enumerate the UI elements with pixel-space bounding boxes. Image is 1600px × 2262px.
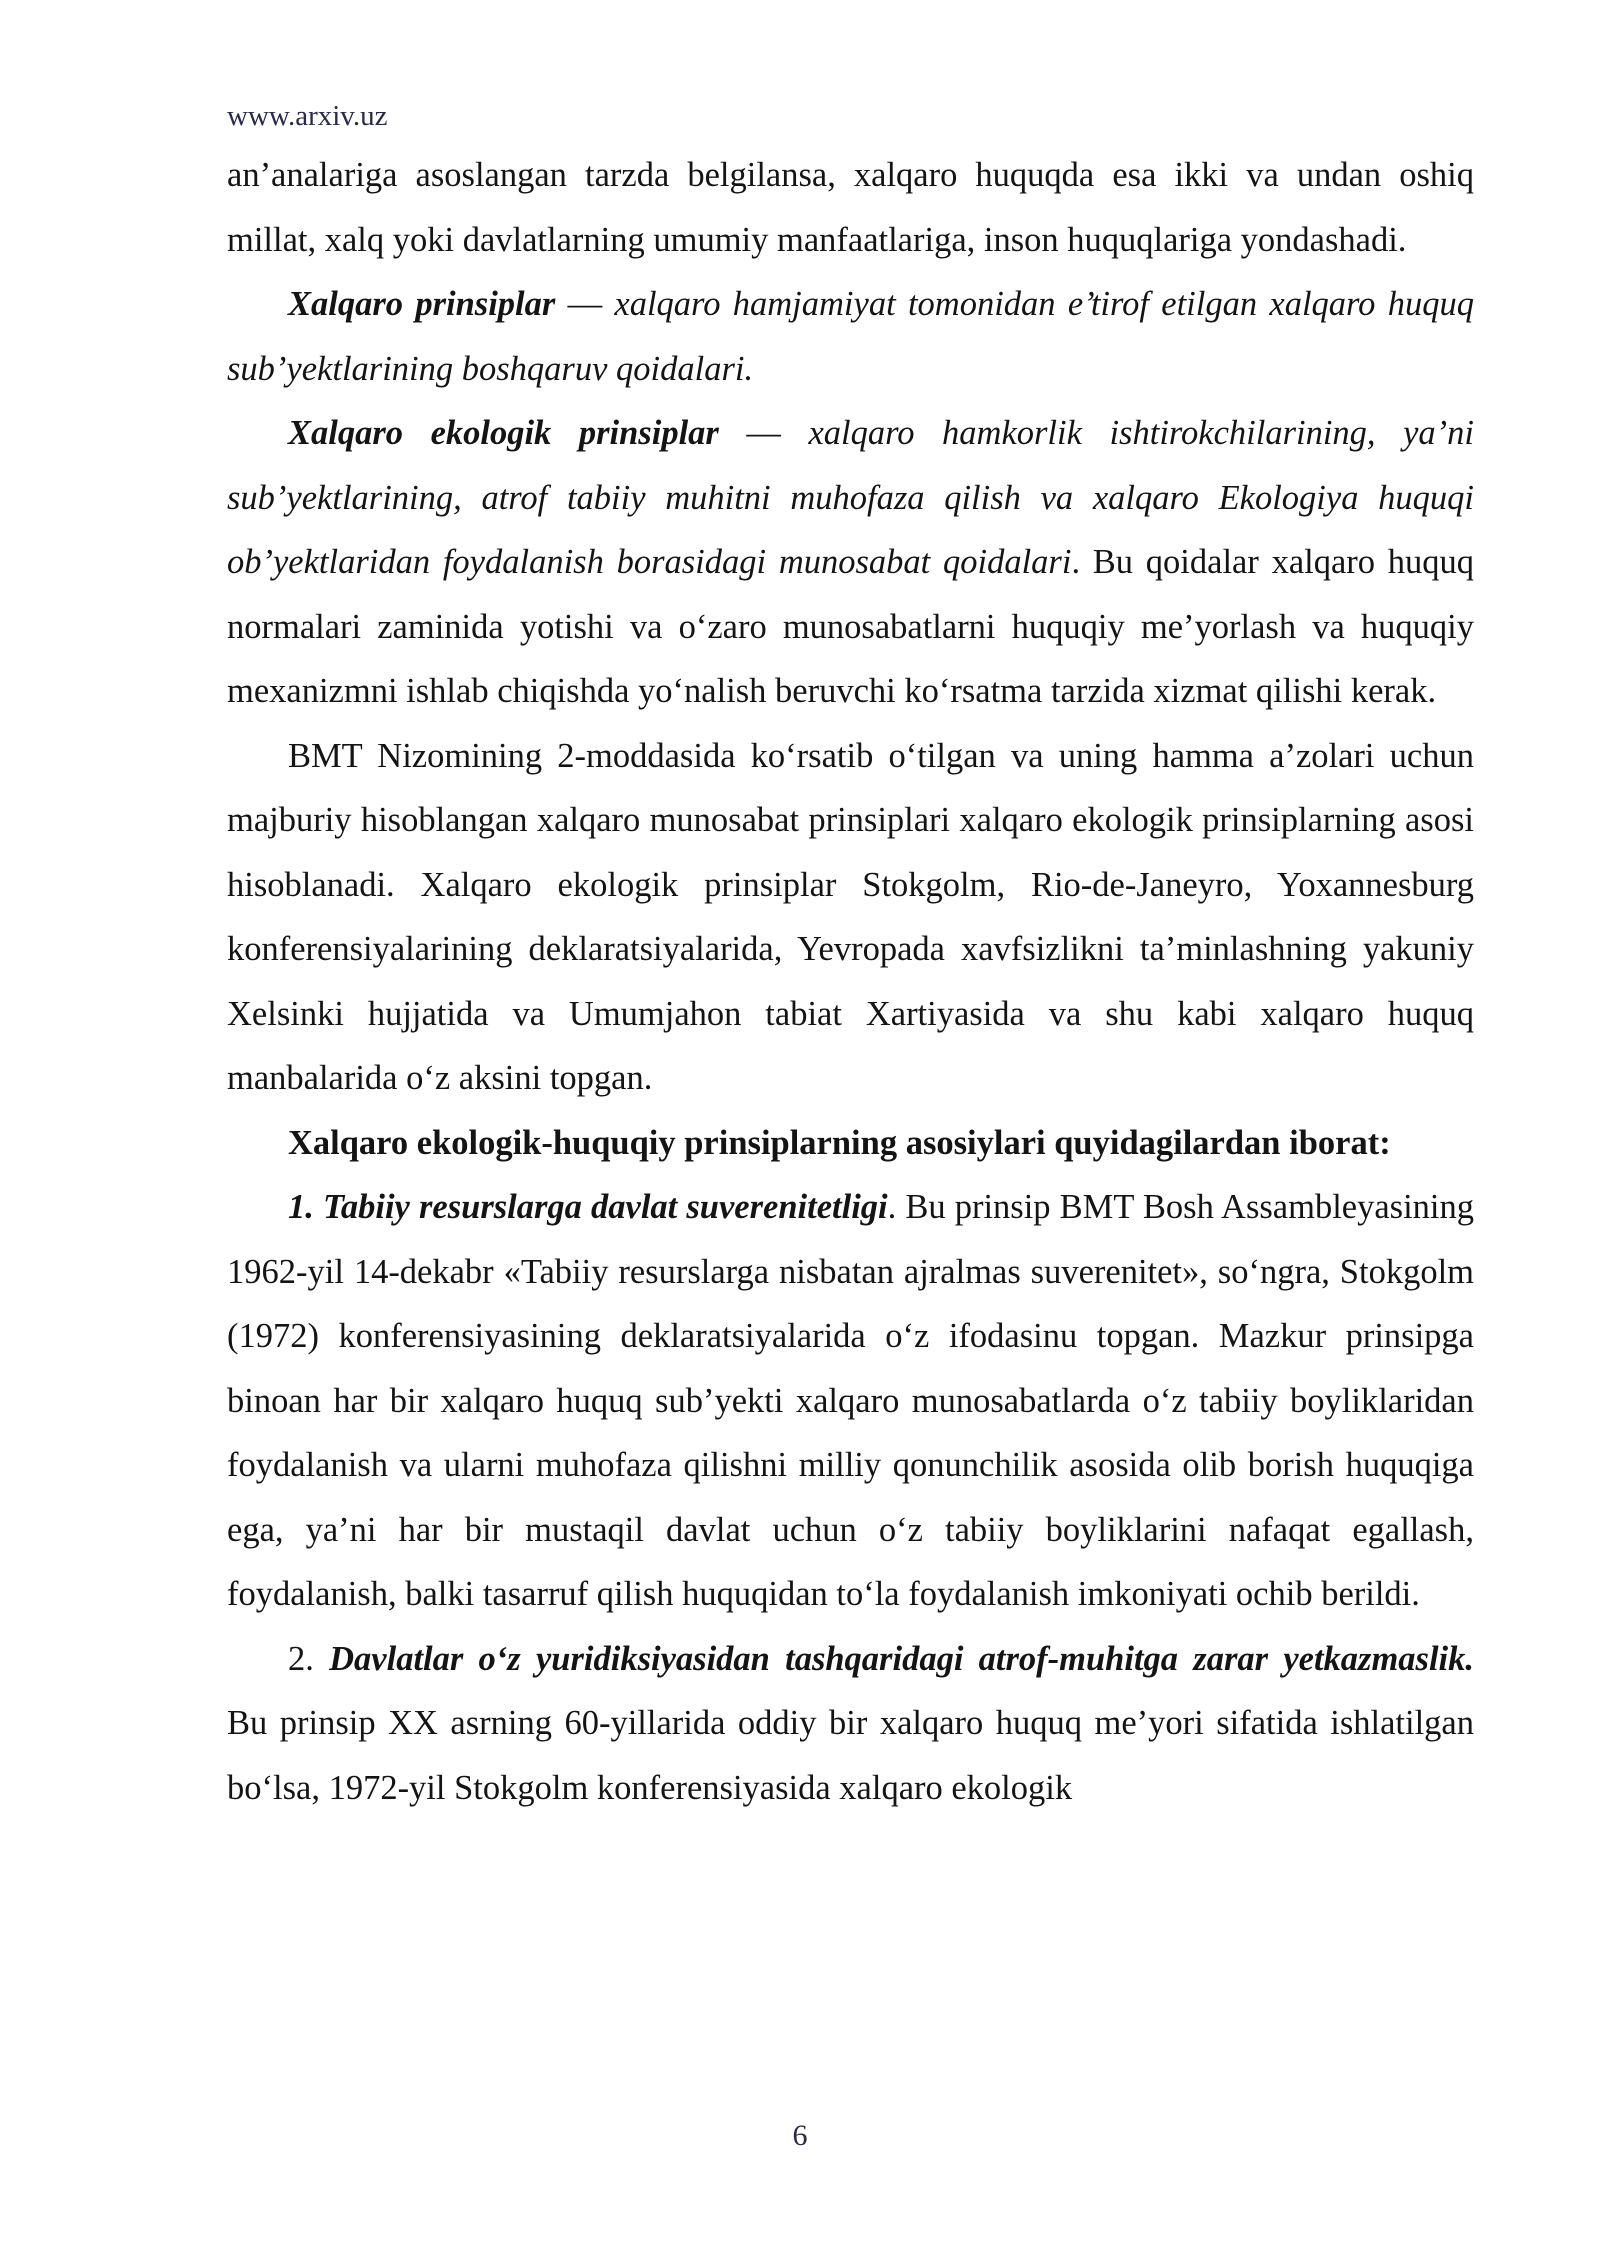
em-dash: — [718, 414, 809, 452]
site-header: www.arxiv.uz [227, 100, 388, 132]
term-xalqaro-ekologik-prinsiplar: Xalqaro ekologik prinsiplar [288, 414, 719, 452]
em-dash: — [555, 285, 615, 323]
paragraph-definition-ecological-principles [227, 401, 1474, 724]
definition-text: xalqaro hamjamiyat tomonidan e’tirof etilgan xalqaro huquq sub’yektlarining boshqaruv qoidalari. [227, 285, 1474, 388]
paragraph-text: Bu prinsip XX asrning 60-yillarida oddiy bir xalqaro huquq me’yori sifatida ishlatilgan bo‘lsa, 1972-yil Stokgolm konferensiyasida xalqaro ekologik [227, 1704, 1474, 1807]
principle-2-heading: Davlatlar o‘z yuridiksiyasidan tashqaridagi atrof-muhitga zarar yetkazmaslik. [329, 1639, 1475, 1678]
paragraph-text: . Bu prinsip BMT Bosh Assambleyasining 1962-yil 14-dekabr «Tabiiy resurslarga nisbatan ajralmas suverenitet», so‘ngra, Stokgolm (1972) konferensiyasining deklaratsiyalarida o‘z ifodasinu topgan. Mazkur prinsipga binoan har bir xalqaro huquq sub’yekti xalqaro munosabatlarda o‘z tabiiy boyliklaridan foydalanish va ularni muhofaza qilishni milliy qonunchilik asosida olib borish huquqiga ega, ya’ni har bir mustaqil davlat uchun o‘z tabiiy boyliklarini nafaqat egallash, foydalanish, balki tasarruf qilish huquqidan to‘la foydalanish imkoniyati ochib berildi. [227, 1188, 1475, 1613]
principle-2-number: 2. [288, 1639, 330, 1678]
page-number: 6 [792, 2119, 808, 2152]
paragraph-text: . Bu qoidalar xalqaro huquq normalari zaminida yotishi va o‘zaro munosabatlarni huquqiy me’yorlash va huquqiy mexanizmni ishlab chiqishda yo‘nalish beruvchi ko‘rsatma tarzida xizmat qilishi kerak. [227, 543, 1475, 710]
heading-text: Xalqaro ekologik-huquqiy prinsiplarning asosiylari quyidagilardan iborat: [288, 1123, 1391, 1162]
definition-text: xalqaro hamkorlik ishtirokchilarining, ya’ni sub’yektlarining, atrof tabiiy muhitni muhofaza qilish va xalqaro Ekologiya huquqi ob’yektlaridan foydalanish borasidagi munosabat qoidalari [227, 414, 1474, 581]
document-body [227, 143, 1474, 1820]
paragraph-principle-1 [227, 1175, 1474, 1627]
paragraph-principle-2 [227, 1627, 1474, 1821]
paragraph-definition-principles [227, 272, 1474, 401]
principle-1-heading: 1. Tabiiy resurslarga davlat suverenitetligi [288, 1188, 888, 1226]
paragraph-continuation: an’analariga asoslangan tarzda belgilansa, xalqaro huquqda esa ikki va undan oshiq millat, xalq yoki davlatlarning umumiy manfaatlariga, inson huquqlariga yondashadi. [227, 156, 1474, 259]
paragraph-bmt-charter: BMT Nizomining 2-moddasida ko‘rsatib o‘tilgan va uning hamma a’zolari uchun majburiy hisoblangan xalqaro munosabat prinsiplari xalqaro ekologik prinsiplarning asosi hisoblanadi. Xalqaro ekologik prinsiplar Stokgolm, Rio-de-Janeyro, Yoxannesburg konferensiyalarining deklaratsiyalarida, Yevropada xavfsizlikni ta’minlashning yakuniy Xelsinki hujjatida va Umumjahon tabiat Xartiyasida va shu kabi xalqaro huquq manbalarida o‘z aksini topgan. [227, 736, 1474, 1097]
term-xalqaro-prinsiplar: Xalqaro prinsiplar [288, 285, 556, 323]
section-heading-principles [227, 1111, 1474, 1176]
